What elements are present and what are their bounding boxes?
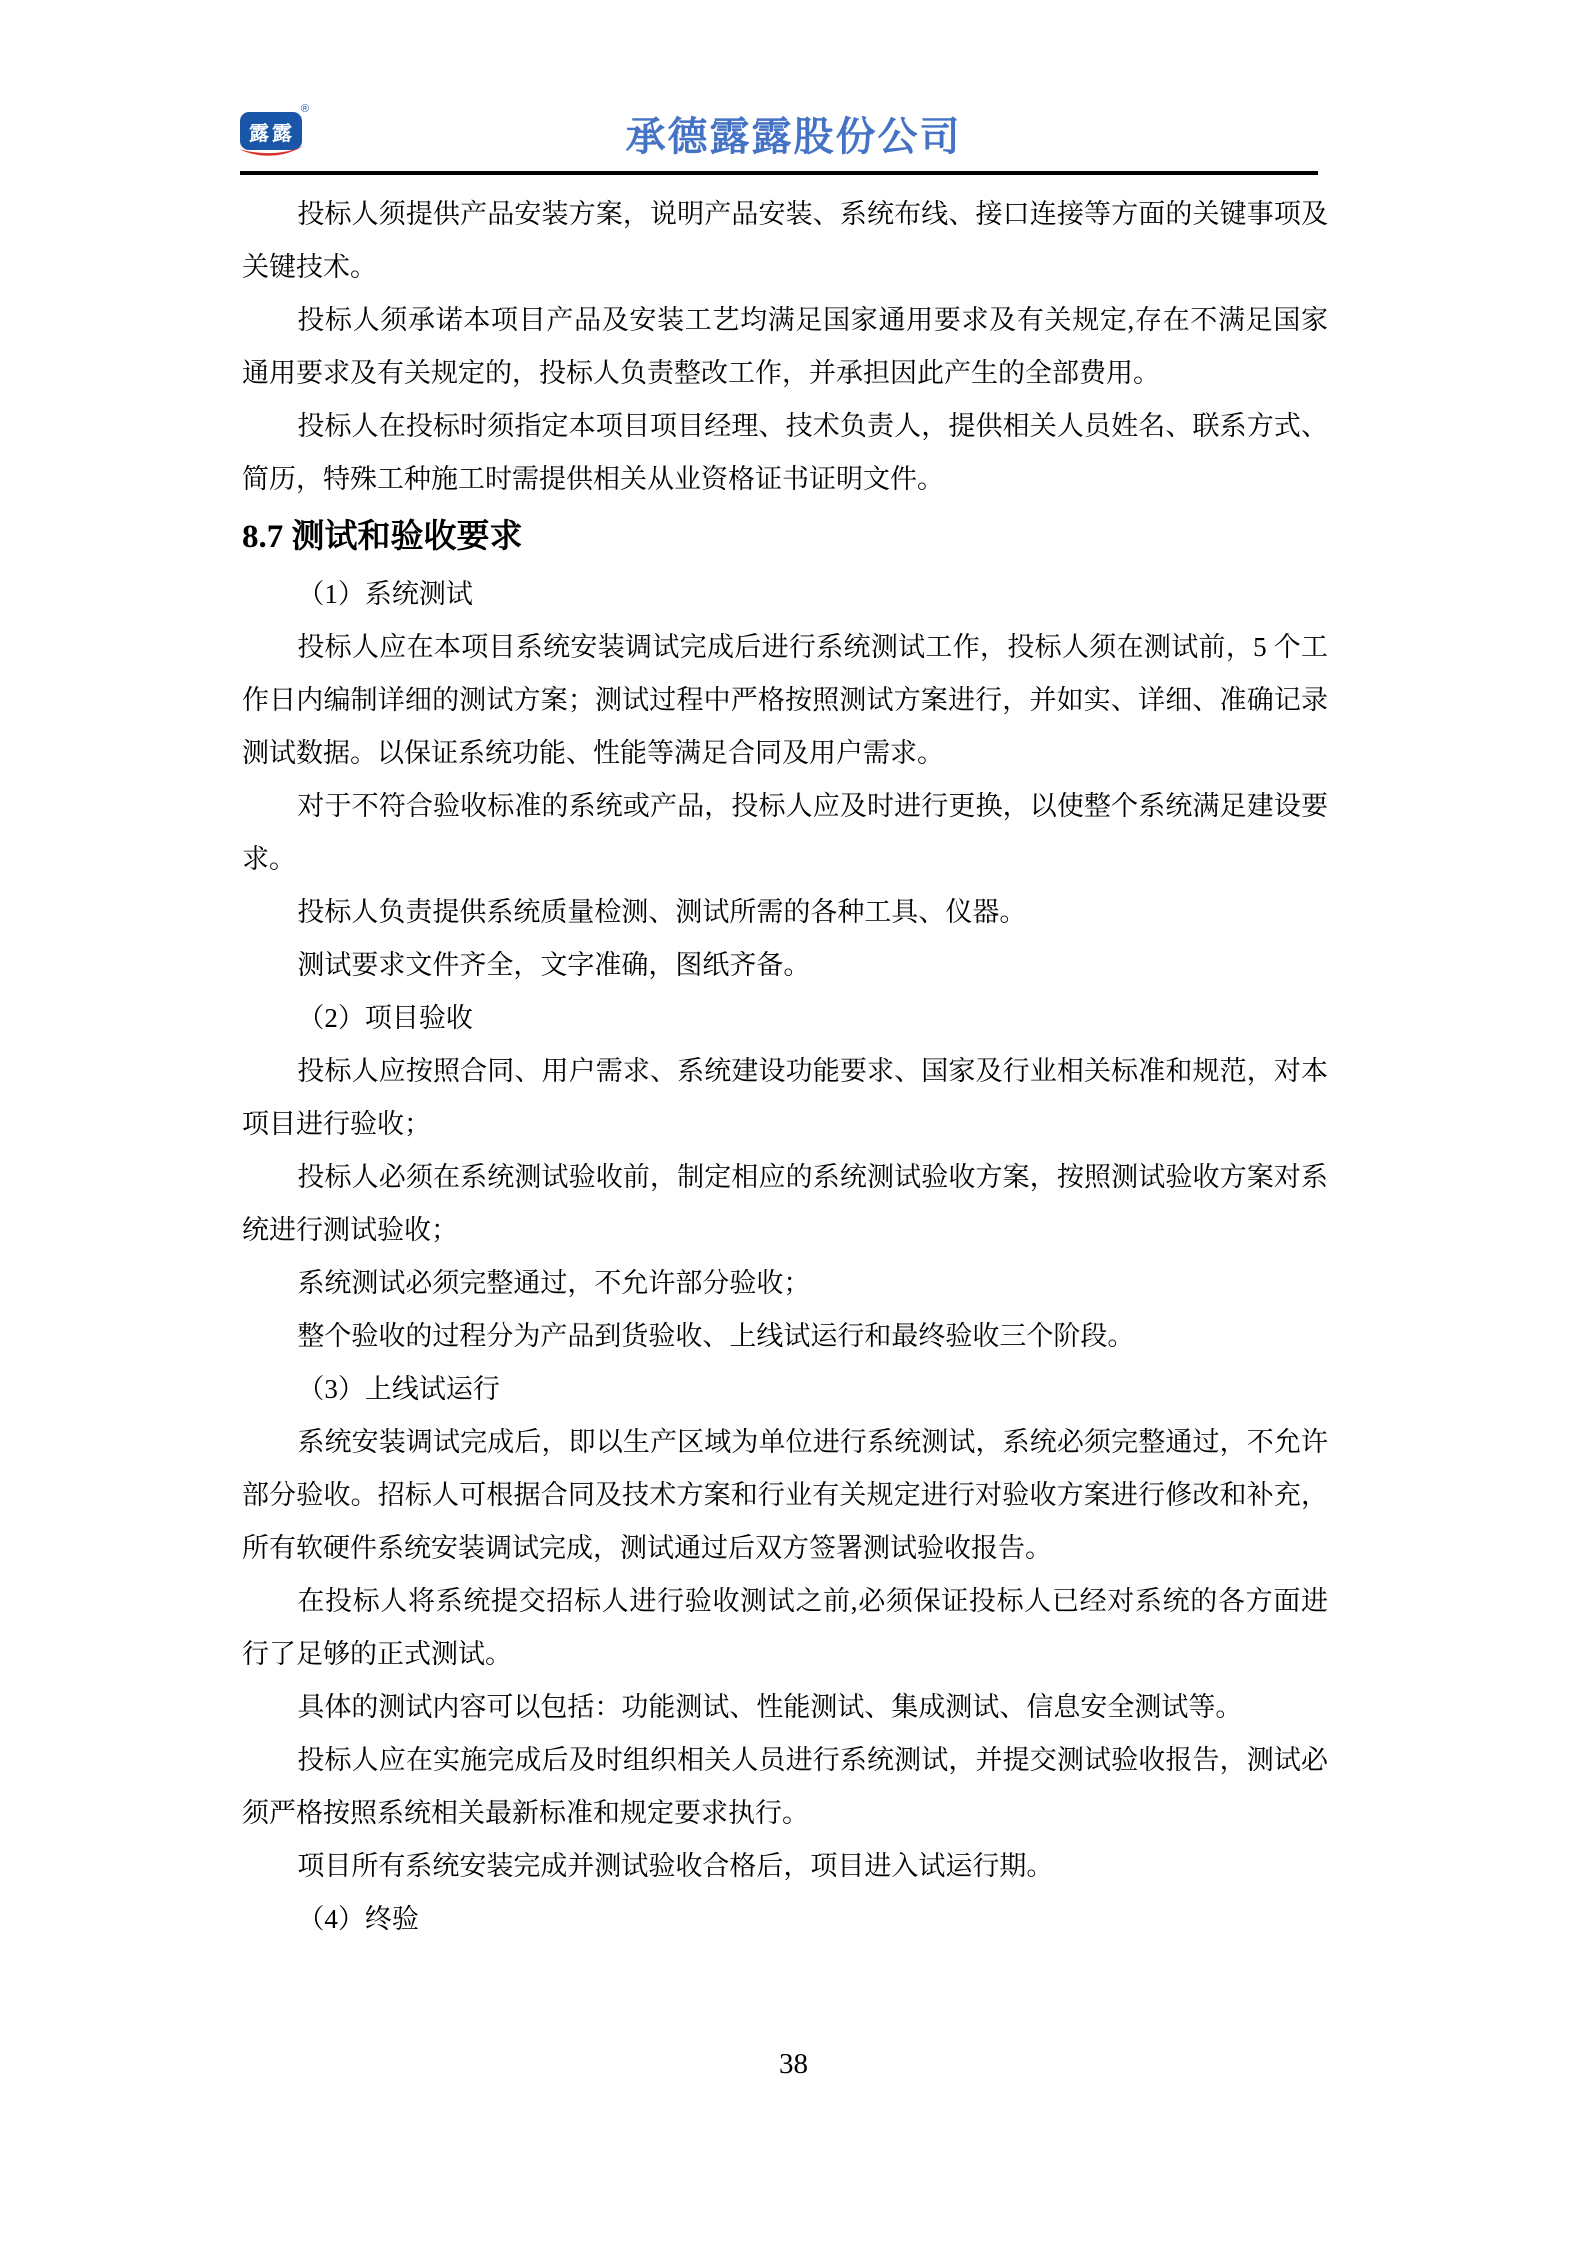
body-paragraph: 投标人在投标时须指定本项目项目经理、技术负责人，提供相关人员姓名、联系方式、简历，特殊工种施工时需提供相关从业资格证书证明文件。 bbox=[242, 411, 1328, 494]
body-paragraph: 投标人须承诺本项目产品及安装工艺均满足国家通用要求及有关规定,存在不满足国家通用要求及有关规定的，投标人负责整改工作，并承担因此产生的全部费用。 bbox=[242, 305, 1328, 388]
body-paragraph: 投标人须提供产品安装方案，说明产品安装、系统布线、接口连接等方面的关键事项及关键技术。 bbox=[242, 199, 1328, 282]
body-paragraph: （1）系统测试 bbox=[297, 579, 473, 609]
body-paragraph: 投标人负责提供系统质量检测、测试所需的各种工具、仪器。 bbox=[297, 897, 1027, 927]
registered-trademark-icon: ® bbox=[300, 103, 309, 115]
body-paragraph: 测试要求文件齐全，文字准确，图纸齐备。 bbox=[297, 950, 811, 980]
body-paragraph: 投标人必须在系统测试验收前，制定相应的系统测试验收方案，按照测试验收方案对系统进行测试验收； bbox=[242, 1162, 1328, 1245]
logo-text: 露露 bbox=[249, 122, 295, 145]
section-heading: 8.7 测试和验收要求 bbox=[242, 519, 523, 555]
company-name: 承德露露股份公司 bbox=[625, 115, 962, 159]
body-paragraph: 系统测试必须完整通过，不允许部分验收； bbox=[297, 1268, 811, 1298]
body-paragraph: （4）终验 bbox=[297, 1904, 419, 1934]
header-divider bbox=[240, 171, 1318, 175]
body-paragraph: （3）上线试运行 bbox=[297, 1374, 500, 1404]
page-footer bbox=[0, 2044, 1587, 2084]
body-paragraph: 在投标人将系统提交招标人进行验收测试之前,必须保证投标人已经对系统的各方面进行了足够的正式测试。 bbox=[242, 1586, 1328, 1669]
body-paragraph: 对于不符合验收标准的系统或产品，投标人应及时进行更换，以使整个系统满足建设要求。 bbox=[242, 791, 1328, 874]
body-paragraph: 投标人应在实施完成后及时组织相关人员进行系统测试，并提交测试验收报告，测试必须严格按照系统相关最新标准和规定要求执行。 bbox=[242, 1745, 1328, 1828]
body-paragraph: （2）项目验收 bbox=[297, 1003, 473, 1033]
body-paragraph: 具体的测试内容可以包括：功能测试、性能测试、集成测试、信息安全测试等。 bbox=[297, 1692, 1243, 1722]
body-paragraph: 投标人应按照合同、用户需求、系统建设功能要求、国家及行业相关标准和规范，对本项目进行验收； bbox=[242, 1056, 1328, 1139]
document-body bbox=[242, 188, 1328, 1946]
body-paragraph: 投标人应在本项目系统安装调试完成后进行系统测试工作，投标人须在测试前，5 个工作日内编制详细的测试方案；测试过程中严格按照测试方案进行，并如实、详细、准确记录测试数据。以保证系统功能、性能等满足合同及用户需求。 bbox=[242, 632, 1328, 768]
body-paragraph: 整个验收的过程分为产品到货验收、上线试运行和最终验收三个阶段。 bbox=[297, 1321, 1135, 1351]
page-number: 38 bbox=[779, 2048, 808, 2080]
body-paragraph: 系统安装调试完成后，即以生产区域为单位进行系统测试，系统必须完整通过，不允许部分验收。招标人可根据合同及技术方案和行业有关规定进行对验收方案进行修改和补充，所有软硬件系统安装调试完成，测试通过后双方签署测试验收报告。 bbox=[242, 1427, 1328, 1563]
body-paragraph: 项目所有系统安装完成并测试验收合格后，项目进入试运行期。 bbox=[297, 1851, 1054, 1881]
